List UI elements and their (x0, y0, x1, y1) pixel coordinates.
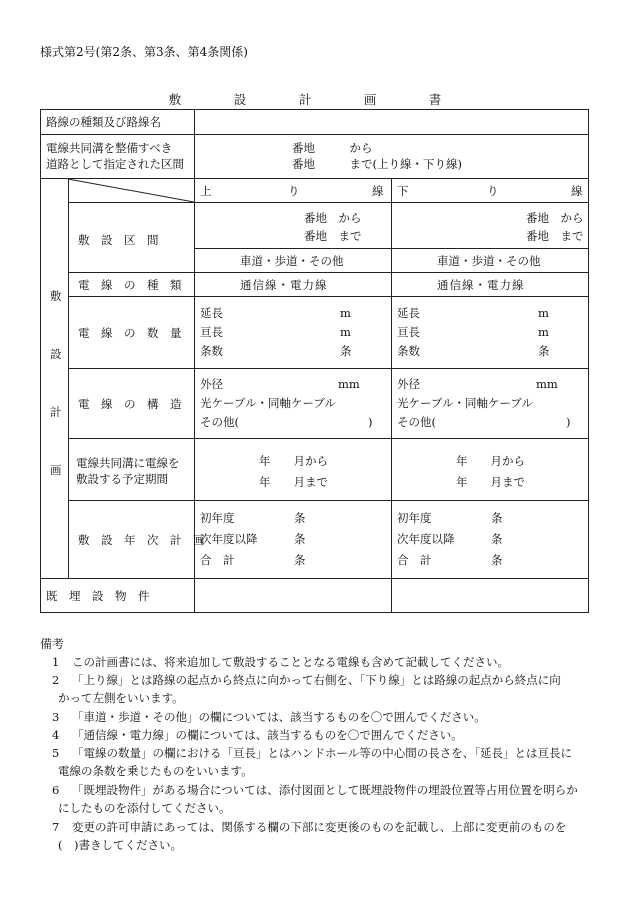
document-title: 敷 設 計 画 書 (168, 92, 462, 107)
up-period-to: 年 月まで (259, 475, 328, 489)
down-period-to: 年 月まで (456, 475, 525, 489)
laying-section-label: 敷 設 区 間 (78, 233, 159, 247)
down-unit-m-2: m (538, 325, 549, 339)
down-line-2: り (487, 184, 499, 198)
plan-vertical-2: 設 (50, 347, 62, 361)
form-reference: 様式第2号(第2条、第3条、第4条関係) (40, 45, 248, 59)
note-6-num: 6 (52, 783, 60, 797)
wire-structure-label: 電 線 の 構 造 (78, 397, 182, 411)
note-4-line-1: 「通信線・電力線」の欄については、該当するものを〇で囲んでください。 (72, 728, 463, 742)
note-2-line-2: かって左側をいいます。 (58, 691, 184, 705)
down-jo-1: 条 (491, 511, 503, 525)
down-span: 亘長 (397, 325, 420, 339)
up-line-1: 上 (200, 184, 212, 198)
section-label-2: 道路として指定された区間 (46, 157, 184, 171)
up-line-2: り (288, 184, 300, 198)
period-label-1: 電線共同溝に電線を (76, 456, 180, 470)
up-period-from: 年 月から (259, 454, 328, 468)
note-6-line-2: にしたものを添付してください。 (58, 801, 231, 815)
down-unit-m-1: m (538, 306, 549, 320)
yearly-plan-label: 敷 設 年 次 計 画 (78, 533, 205, 547)
down-jo-2: 条 (491, 532, 503, 546)
down-outer-dia: 外径 (397, 377, 420, 391)
note-3-num: 3 (52, 710, 60, 724)
wire-count-label: 電 線 の 数 量 (78, 326, 182, 340)
note-1-line-1: この計画書には、将来追加して敷設することとなる電線も含めて記載してください。 (72, 655, 509, 669)
note-7-line-1: 変更の許可申請にあっては、関係する欄の下部に変更後のものを記載し、上部に変更前のものを (72, 820, 567, 834)
up-other-close: ) (368, 415, 373, 429)
up-unit-m-2: m (340, 325, 351, 339)
down-cable: 光ケーブル・同軸ケーブル (397, 396, 533, 410)
route-label: 路線の種類及び路線名 (46, 115, 161, 129)
up-unit-m-1: m (340, 306, 351, 320)
period-label-2: 敷設する予定期間 (76, 472, 168, 486)
up-jo-2: 条 (294, 532, 306, 546)
up-jo-1: 条 (294, 511, 306, 525)
up-extension: 延長 (200, 306, 223, 320)
down-line-3: 線 (571, 184, 583, 198)
note-5-num: 5 (52, 746, 60, 760)
note-1-num: 1 (52, 655, 60, 669)
section-label-1: 電線共同溝を整備すべき (46, 141, 173, 155)
up-jo-3: 条 (294, 553, 306, 567)
up-total: 合 計 (200, 553, 235, 567)
down-first-year: 初年度 (397, 511, 432, 525)
note-7-num: 7 (52, 820, 60, 834)
down-wire-type: 通信線・電力線 (437, 278, 525, 292)
note-5-line-1: 「電線の数量」の欄における「亘長」とはハンドホール等の中心間の長さを、「延長」とは亘長に (72, 746, 573, 760)
down-extension: 延長 (397, 306, 420, 320)
up-unit-jo: 条 (340, 344, 352, 358)
up-outer-dia: 外径 (200, 377, 223, 391)
down-count: 条数 (397, 344, 420, 358)
note-2-line-1: 「上り線」とは路線の起点から終点に向かって右側を、「下り線」とは路線の起点から終点に向 (72, 673, 561, 687)
down-from: 番地 から (526, 211, 584, 225)
up-road-type: 車道・歩道・その他 (240, 254, 344, 268)
remarks-title: 備考 (40, 637, 65, 651)
up-line-3: 線 (372, 184, 384, 198)
down-unit-mm: mm (536, 377, 558, 391)
note-6-line-1: 「既埋設物件」がある場合については、添付図面として既埋設物件の埋設位置等占用位置を明らか (72, 783, 578, 797)
note-2-num: 2 (52, 673, 60, 687)
up-from: 番地 から (304, 211, 362, 225)
down-jo-3: 条 (491, 553, 503, 567)
plan-vertical-4: 画 (50, 463, 62, 477)
down-other-close: ) (566, 415, 571, 429)
note-5-line-2: 電線の条数を乗じたものをいいます。 (58, 764, 253, 778)
down-next-year: 次年度以降 (397, 532, 455, 546)
up-count: 条数 (200, 344, 223, 358)
down-to: 番地 まで (526, 229, 584, 243)
up-next-year: 次年度以降 (200, 532, 258, 546)
existing-buried-label: 既 埋 設 物 件 (46, 589, 150, 603)
down-line-1: 下 (397, 184, 409, 198)
up-wire-type: 通信線・電力線 (240, 278, 328, 292)
down-unit-jo: 条 (538, 344, 550, 358)
down-period-from: 年 月から (456, 454, 525, 468)
up-to: 番地 まで (304, 229, 362, 243)
down-other-open: その他( (397, 415, 436, 429)
note-4-num: 4 (52, 728, 60, 742)
down-total: 合 計 (397, 553, 432, 567)
down-road-type: 車道・歩道・その他 (437, 254, 541, 268)
note-7-line-2: ( )書きしてください。 (58, 838, 182, 852)
up-unit-mm: mm (338, 377, 360, 391)
section-from: 番地 から (292, 141, 373, 155)
plan-vertical-3: 計 (50, 405, 62, 419)
plan-vertical-1: 敷 (50, 289, 62, 303)
section-to: 番地 まで(上り線・下り線) (292, 157, 462, 171)
up-other-open: その他( (200, 415, 239, 429)
up-cable: 光ケーブル・同軸ケーブル (200, 396, 336, 410)
up-first-year: 初年度 (200, 511, 235, 525)
up-span: 亘長 (200, 325, 223, 339)
note-3-line-1: 「車道・歩道・その他」の欄については、該当するものを〇で囲んでください。 (72, 710, 486, 724)
wire-type-label: 電 線 の 種 類 (78, 278, 182, 292)
